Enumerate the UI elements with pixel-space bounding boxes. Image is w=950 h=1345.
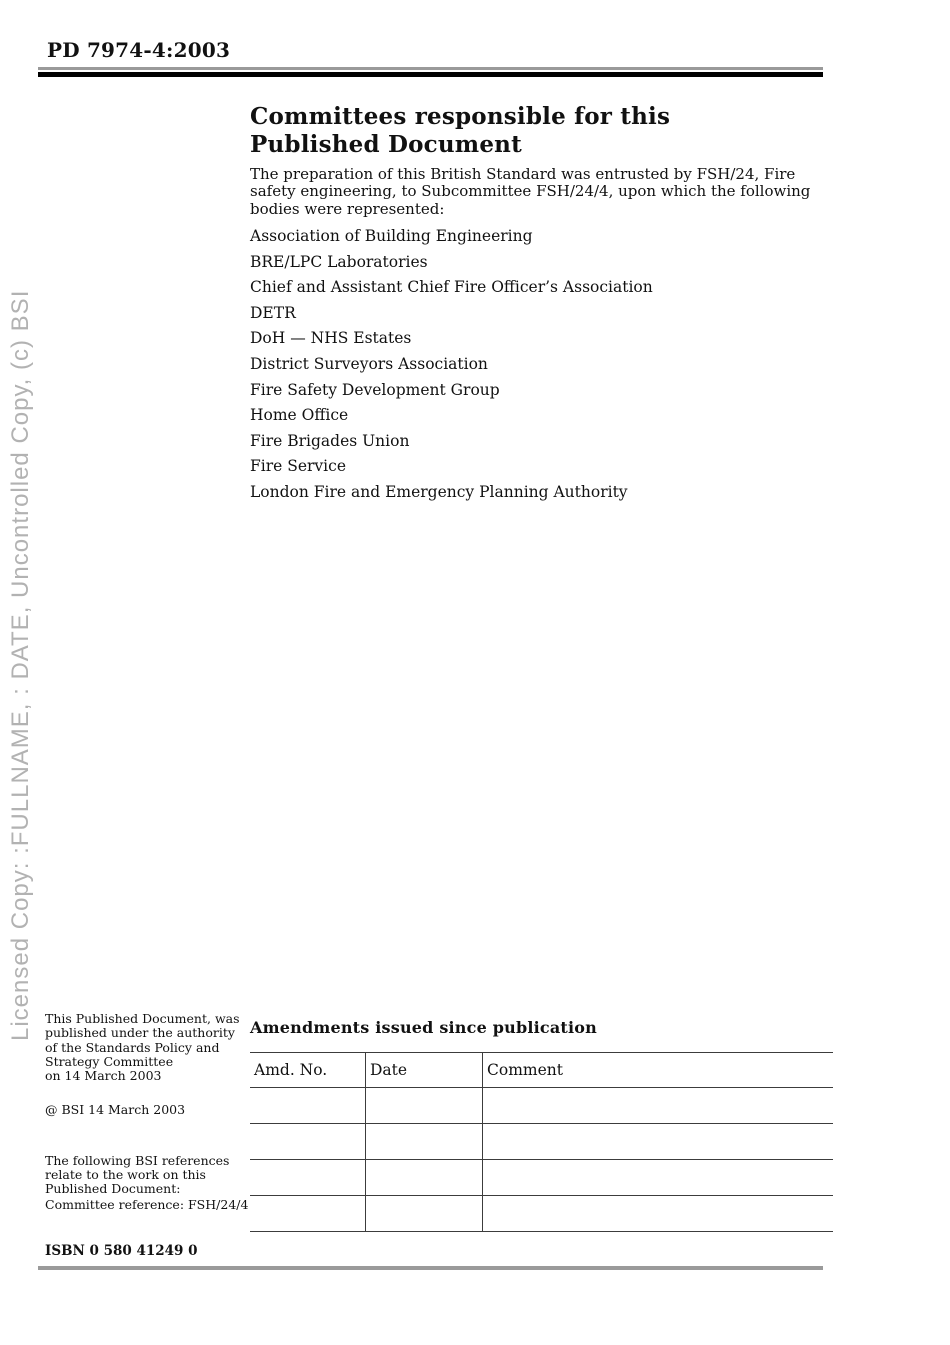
amendments-table-body: [250, 1088, 833, 1232]
amendments-cell: [250, 1160, 366, 1196]
amendments-col-comment: Comment: [483, 1053, 834, 1088]
committee-body-item: London Fire and Emergency Planning Authority: [250, 482, 628, 501]
committee-body-item: DETR: [250, 303, 296, 322]
header-rule-black-line: [38, 72, 823, 77]
amendments-header-row: [250, 1053, 833, 1088]
amendments-cell: [250, 1088, 366, 1124]
authority-note: [45, 1012, 257, 1083]
amendments-empty-row: [250, 1160, 833, 1196]
committee-body-item: Chief and Assistant Chief Fire Officer’s Association: [250, 278, 653, 297]
committee-body-item: Fire Safety Development Group: [250, 380, 500, 399]
page-title: [250, 103, 670, 159]
bsi-references-note: [45, 1154, 257, 1197]
committee-body-item: Fire Brigades Union: [250, 431, 410, 450]
amendments-table: [250, 1052, 833, 1232]
amendments-cell: [483, 1160, 834, 1196]
amendments-heading: Amendments issued since publication: [250, 1018, 597, 1037]
isbn-number: ISBN 0 580 41249 0: [45, 1243, 198, 1259]
header-double-rule: [38, 67, 823, 77]
amendments-cell: [483, 1088, 834, 1124]
amendments-empty-row: [250, 1088, 833, 1124]
authority-note-line: on 14 March 2003: [45, 1068, 162, 1084]
amendments-empty-row: [250, 1124, 833, 1160]
authority-note-line: published under the authority: [45, 1025, 235, 1041]
intro-paragraph: The preparation of this British Standard was entrusted by FSH/24, Fire safety engineering, to Subcommittee FSH/24/4, upon which the following bodies were represented:: [250, 165, 811, 218]
bsi-references-line: The following BSI references: [45, 1152, 230, 1168]
committee-body-item: Fire Service: [250, 457, 346, 476]
committee-body-item: BRE/LPC Laboratories: [250, 252, 428, 271]
amendments-col-amd-no: Amd. No.: [250, 1053, 366, 1088]
amendments-cell: [250, 1196, 366, 1232]
document-number: PD 7974-4:2003: [47, 38, 231, 62]
authority-note-line: This Published Document, was: [45, 1011, 240, 1026]
amendments-col-date: Date: [366, 1053, 483, 1088]
bsi-references-line: Published Document:: [45, 1181, 181, 1197]
amendments-cell: [366, 1124, 483, 1160]
committee-body-item: DoH — NHS Estates: [250, 329, 412, 348]
copyright-line: @ BSI 14 March 2003: [45, 1102, 186, 1118]
authority-note-line: Strategy Committee: [45, 1053, 174, 1069]
amendments-empty-row: [250, 1196, 833, 1232]
footer-rule: [38, 1266, 823, 1270]
committee-body-item: Association of Building Engineering: [250, 227, 533, 245]
amendments-cell: [483, 1196, 834, 1232]
bsi-references-line: relate to the work on this: [45, 1167, 206, 1183]
amendments-cell: [366, 1160, 483, 1196]
amendments-table-header: [250, 1053, 833, 1088]
publication-info: [45, 1012, 257, 1212]
amendments-cell: [366, 1088, 483, 1124]
page-title-line-2: Published Document: [250, 131, 522, 158]
amendments-cell: [366, 1196, 483, 1232]
page-title-line-1: Committees responsible for this: [250, 103, 671, 130]
amendments-cell: [483, 1124, 834, 1160]
license-watermark-text: Licensed Copy: :FULLNAME, : DATE, Uncontrolled Copy, (c) BSI: [7, 289, 34, 1041]
committee-reference: Committee reference: FSH/24/4: [45, 1196, 249, 1212]
committee-body-item: District Surveyors Association: [250, 354, 488, 373]
authority-note-line: of the Standards Policy and: [45, 1039, 220, 1055]
committee-body-item: Home Office: [250, 406, 349, 425]
committee-bodies-list: [250, 224, 830, 506]
amendments-cell: [250, 1124, 366, 1160]
